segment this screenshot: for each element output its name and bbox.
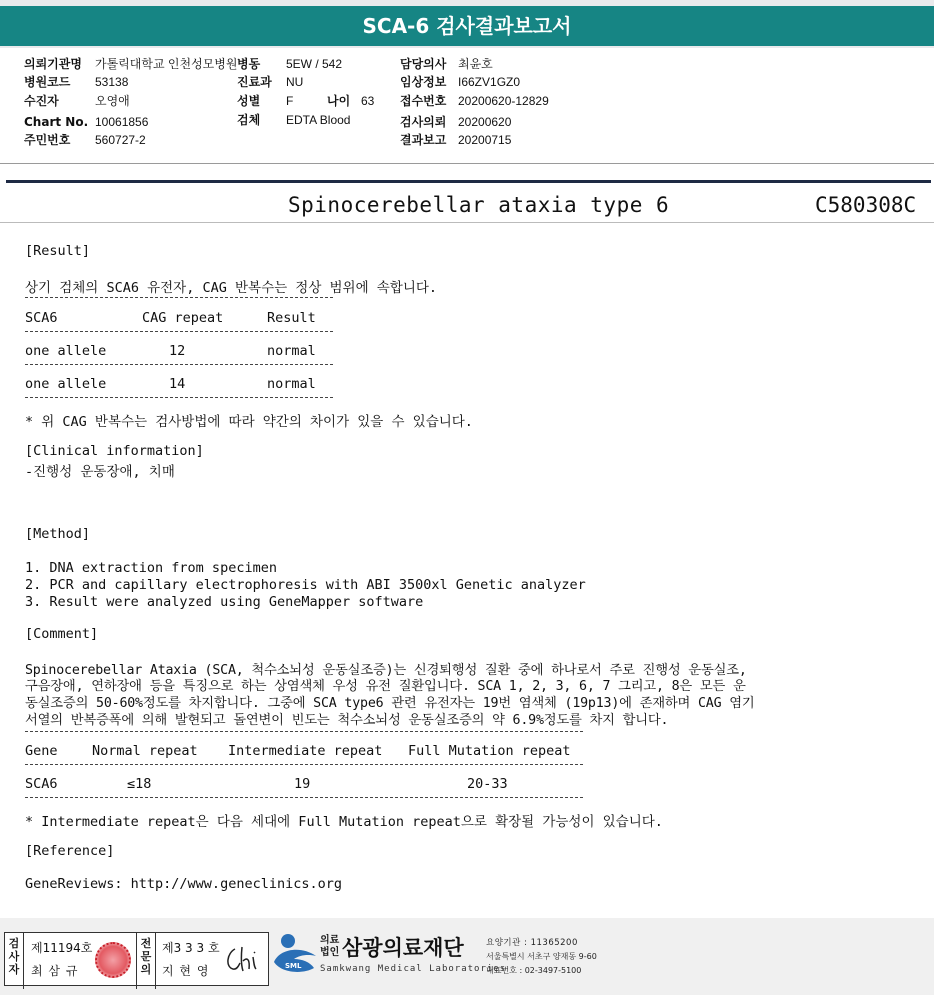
gene-header-intermediate: Intermediate repeat xyxy=(228,743,383,759)
method-step-3: 3. Result were analyzed using GeneMapper software xyxy=(25,594,424,610)
value-report-date: 20200715 xyxy=(458,133,512,147)
method-step-1: 1. DNA extraction from specimen xyxy=(25,560,277,576)
gene-header-normal: Normal repeat xyxy=(92,743,198,759)
label-requesting-hospital: 의뢰기관명 xyxy=(24,57,82,71)
divider xyxy=(0,222,934,223)
value-clinical-info: I66ZV1GZ0 xyxy=(458,75,521,89)
label-department: 진료과 xyxy=(237,75,272,89)
svg-text:SML: SML xyxy=(285,962,302,970)
reference-heading: [Reference] xyxy=(25,843,115,859)
label-clinical-info: 임상정보 xyxy=(400,75,447,89)
comment-line-1: Spinocerebellar Ataxia (SCA, 척수소뇌성 운동실조증)는 신경퇴행성 질환 중에 하나로서 주로 진행성 운동실조, xyxy=(25,663,747,678)
label-sex: 성별 xyxy=(237,94,261,108)
org-legal-type: 의료 법인 xyxy=(320,935,340,958)
label-specimen: 검체 xyxy=(237,113,261,127)
value-resident-no: 560727-2 xyxy=(95,133,146,147)
table-rule xyxy=(25,764,583,765)
value-requesting-hospital: 가톨릭대학교 인천성모병원 xyxy=(95,57,238,71)
comment-line-4: 서열의 반복증폭에 의해 발현되고 돌연변이 빈도는 척수소뇌성 운동실조증의 약 6.9%정도를 차지 합니다. xyxy=(25,713,669,728)
result-heading: [Result] xyxy=(25,243,91,259)
clinical-text: -진행성 운동장애, 치매 xyxy=(25,464,175,480)
value-chart-no: 10061856 xyxy=(95,115,149,129)
method-step-2: 2. PCR and capillary electrophoresis with ABI 3500xl Genetic analyzer xyxy=(25,577,586,593)
value-ward: 5EW / 542 xyxy=(286,57,343,71)
table-rule xyxy=(25,797,583,798)
value-age: 63 xyxy=(361,94,375,108)
specialist-name: 지 현 영 xyxy=(162,964,210,978)
result-row2-repeat: 14 xyxy=(169,376,186,392)
result-row1-allele: one allele xyxy=(25,343,107,359)
divider-bold xyxy=(6,180,931,183)
comment-line-3: 동실조증의 50-60%정도를 차지합니다. 그중에 SCA type6 관련 유전자는 19번 염색체 (19p13)에 존재하며 CAG 염기 xyxy=(25,696,755,711)
label-ward: 병동 xyxy=(237,57,261,71)
gene-row-gene: SCA6 xyxy=(25,776,58,792)
clinical-heading: [Clinical information] xyxy=(25,443,204,459)
reference-link: GeneReviews: http://www.geneclinics.org xyxy=(25,876,342,892)
result-row1-result: normal xyxy=(267,343,316,359)
examiner-license: 제11194호 xyxy=(31,941,93,955)
table-rule xyxy=(25,364,333,365)
table-rule xyxy=(25,331,333,332)
examiner-label: 검 사 자 xyxy=(5,933,24,989)
specialist-license: 제3 3 3 호 xyxy=(162,941,220,955)
specialist-label: 전 문 의 xyxy=(136,933,156,989)
result-header-cag: CAG repeat xyxy=(142,310,224,326)
result-summary: 상기 검체의 SCA6 유전자, CAG 반복수는 정상 범위에 속합니다. xyxy=(25,280,438,296)
gene-header-gene: Gene xyxy=(25,743,58,759)
value-doctor: 최윤호 xyxy=(458,57,493,71)
org-name-english: Samkwang Medical Laboratories xyxy=(320,964,507,974)
label-chart-no: Chart No. xyxy=(24,115,89,129)
comment-heading: [Comment] xyxy=(25,626,99,642)
org-phone: 대표번호 : 02-3497-5100 xyxy=(486,966,582,975)
label-hospital-code: 병원코드 xyxy=(24,75,71,89)
value-specimen: EDTA Blood xyxy=(286,113,351,127)
result-row2-allele: one allele xyxy=(25,376,107,392)
comment-note: * Intermediate repeat은 다음 세대에 Full Mutation repeat으로 확장될 가능성이 있습니다. xyxy=(25,814,663,830)
label-receipt-no: 접수번호 xyxy=(400,94,447,108)
examiner-name: 최 삼 규 xyxy=(31,964,79,978)
value-request-date: 20200620 xyxy=(458,115,512,129)
org-code: 요양기관 : 11365200 xyxy=(486,938,578,948)
org-address: 서울특별시 서초구 양재동 9-60 xyxy=(486,952,597,961)
label-resident-no: 주민번호 xyxy=(24,133,71,147)
label-age: 나이 xyxy=(327,94,351,108)
value-department: NU xyxy=(286,75,304,89)
label-request-date: 검사의뢰 xyxy=(400,115,447,129)
method-heading: [Method] xyxy=(25,526,91,542)
signature-box xyxy=(4,932,269,986)
table-rule xyxy=(25,397,333,398)
seal-stamp xyxy=(95,942,131,978)
value-patient: 오영애 xyxy=(95,94,130,108)
signature xyxy=(223,943,263,977)
table-rule xyxy=(25,297,333,298)
result-note: * 위 CAG 반복수는 검사방법에 따라 약간의 차이가 있을 수 있습니다. xyxy=(25,414,473,430)
gene-row-normal: ≤18 xyxy=(127,776,152,792)
report-title: SCA-6 검사결과보고서 xyxy=(0,6,934,46)
sml-logo-icon xyxy=(272,932,318,974)
value-sex: F xyxy=(286,94,294,108)
table-rule xyxy=(25,731,583,732)
test-name: Spinocerebellar ataxia type 6 xyxy=(288,193,670,217)
divider xyxy=(0,163,934,164)
label-report-date: 결과보고 xyxy=(400,133,447,147)
label-doctor: 담당의사 xyxy=(400,57,447,71)
result-row2-result: normal xyxy=(267,376,316,392)
gene-row-intermediate: 19 xyxy=(294,776,311,792)
org-name: 삼광의료재단 xyxy=(342,936,464,960)
value-hospital-code: 53138 xyxy=(95,75,129,89)
value-receipt-no: 20200620-12829 xyxy=(458,94,549,108)
result-header-result: Result xyxy=(267,310,316,326)
result-header-gene: SCA6 xyxy=(25,310,58,326)
result-row1-repeat: 12 xyxy=(169,343,186,359)
label-patient: 수진자 xyxy=(24,94,59,108)
gene-header-full: Full Mutation repeat xyxy=(408,743,571,759)
test-code: C580308C xyxy=(815,193,917,217)
comment-line-2: 구음장애, 연하장애 등을 특징으로 하는 상염색체 우성 유전 질환입니다. SCA 1, 2, 3, 6, 7 그리고, 8은 모든 운 xyxy=(25,679,746,694)
gene-row-full: 20-33 xyxy=(467,776,508,792)
